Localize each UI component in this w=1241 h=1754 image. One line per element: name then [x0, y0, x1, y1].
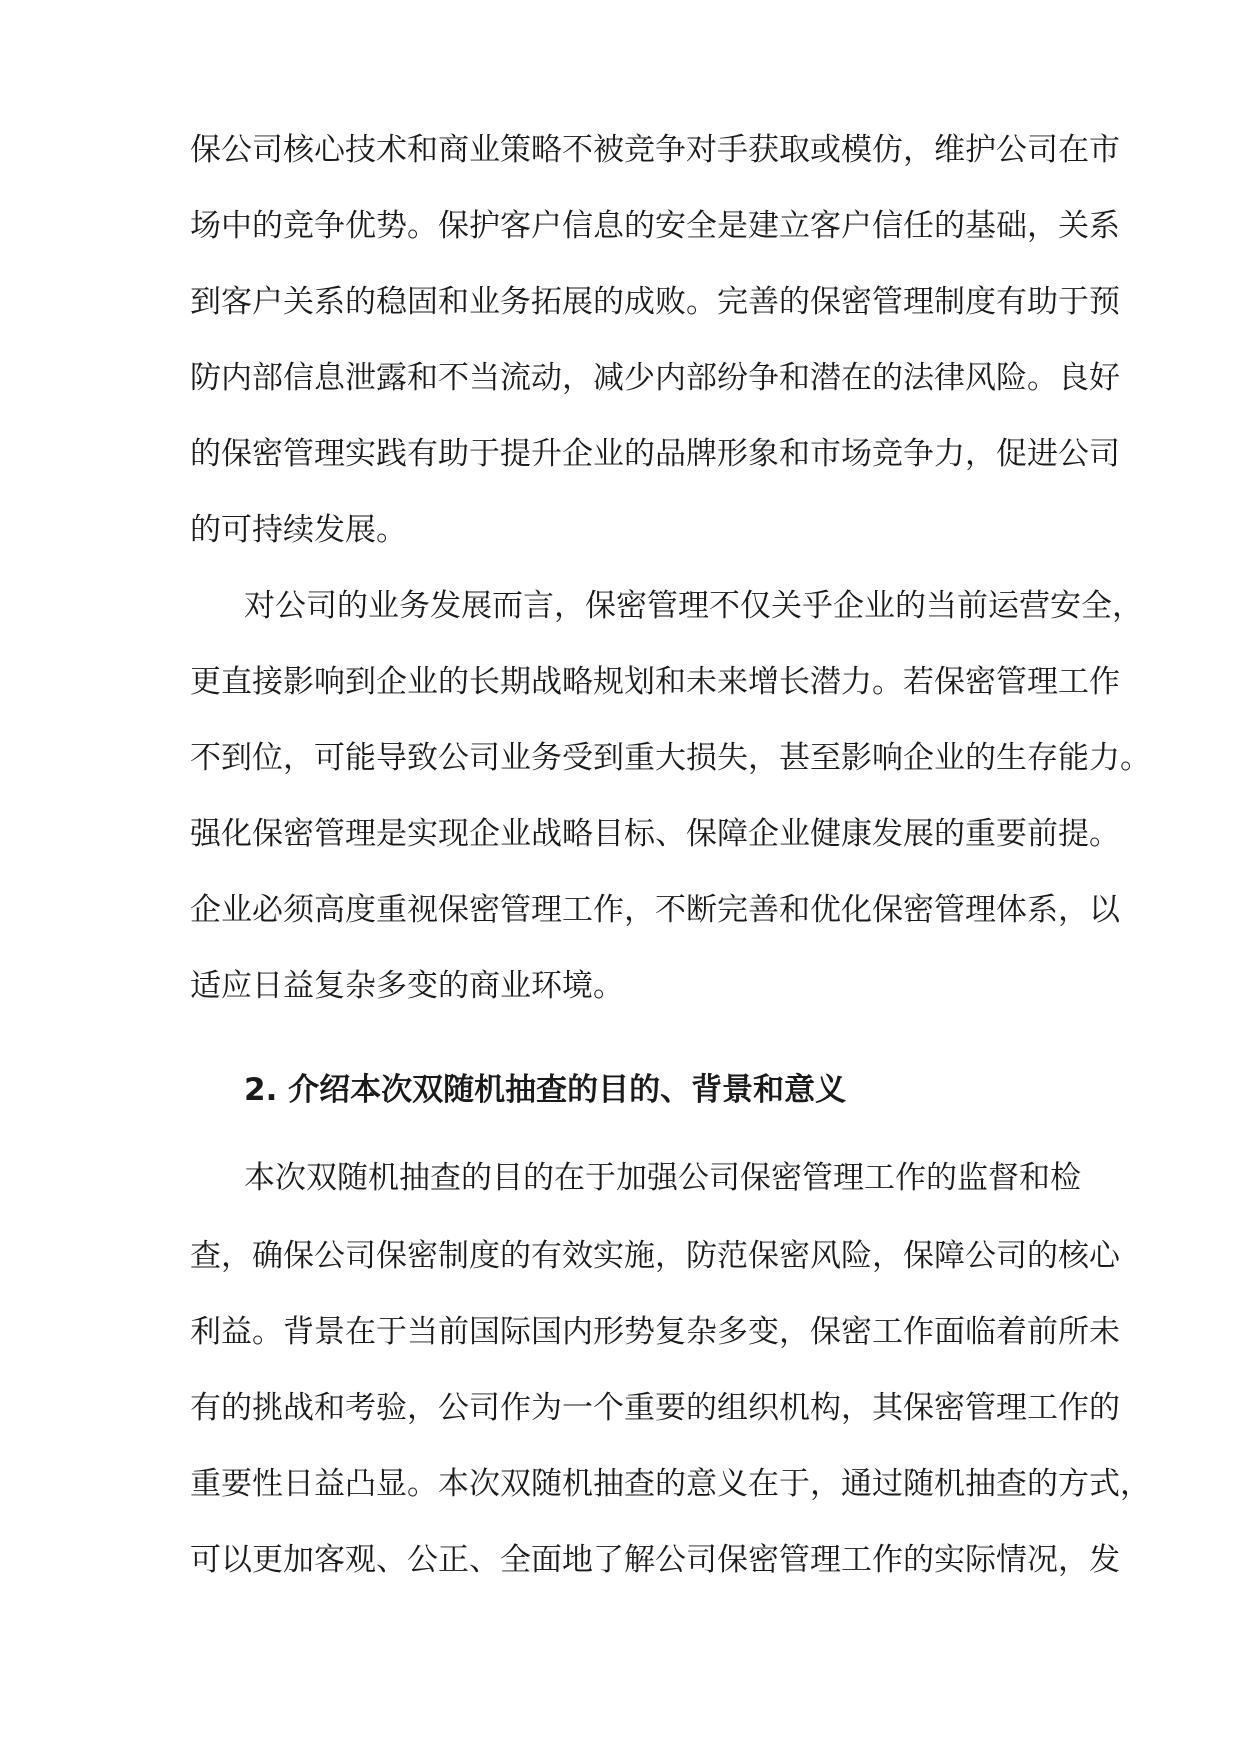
paragraph-line: 查，确保公司保密制度的有效实施，防范保密风险，保障公司的核心	[190, 1238, 1120, 1274]
paragraph-line: 保公司核心技术和商业策略不被竞争对手获取或模仿，维护公司在市	[190, 132, 1120, 168]
section-heading: 2. 介绍本次双随机抽查的目的、背景和意义	[244, 1072, 847, 1108]
paragraph-line: 有的挑战和考验，公司作为一个重要的组织机构，其保密管理工作的	[190, 1390, 1120, 1426]
paragraph-line: 本次双随机抽查的目的在于加强公司保密管理工作的监督和检	[244, 1160, 1081, 1196]
paragraph-line: 的保密管理实践有助于提升企业的品牌形象和市场竞争力，促进公司	[190, 436, 1120, 472]
paragraph-line: 更直接影响到企业的长期战略规划和未来增长潜力。若保密管理工作	[190, 664, 1120, 700]
paragraph-line: 适应日益复杂多变的商业环境。	[190, 968, 624, 1004]
paragraph-line: 的可持续发展。	[190, 512, 407, 548]
paragraph-line: 可以更加客观、公正、全面地了解公司保密管理工作的实际情况，发	[190, 1542, 1120, 1578]
paragraph-line: 利益。背景在于当前国际国内形势复杂多变，保密工作面临着前所未	[190, 1314, 1120, 1350]
paragraph-line: 场中的竞争优势。保护客户信息的安全是建立客户信任的基础，关系	[190, 208, 1120, 244]
paragraph-line: 防内部信息泄露和不当流动，减少内部纷争和潜在的法律风险。良好	[190, 360, 1120, 396]
paragraph-line: 强化保密管理是实现企业战略目标、保障企业健康发展的重要前提。	[190, 816, 1120, 852]
paragraph-line: 不到位，可能导致公司业务受到重大损失，甚至影响企业的生存能力。	[190, 740, 1151, 776]
paragraph-line: 到客户关系的稳固和业务拓展的成败。完善的保密管理制度有助于预	[190, 284, 1120, 320]
paragraph-line: 重要性日益凸显。本次双随机抽查的意义在于，通过随机抽查的方式，	[190, 1466, 1151, 1502]
paragraph-line: 对公司的业务发展而言，保密管理不仅关乎企业的当前运营安全，	[244, 588, 1143, 624]
paragraph-line: 企业必须高度重视保密管理工作，不断完善和优化保密管理体系，以	[190, 892, 1120, 928]
